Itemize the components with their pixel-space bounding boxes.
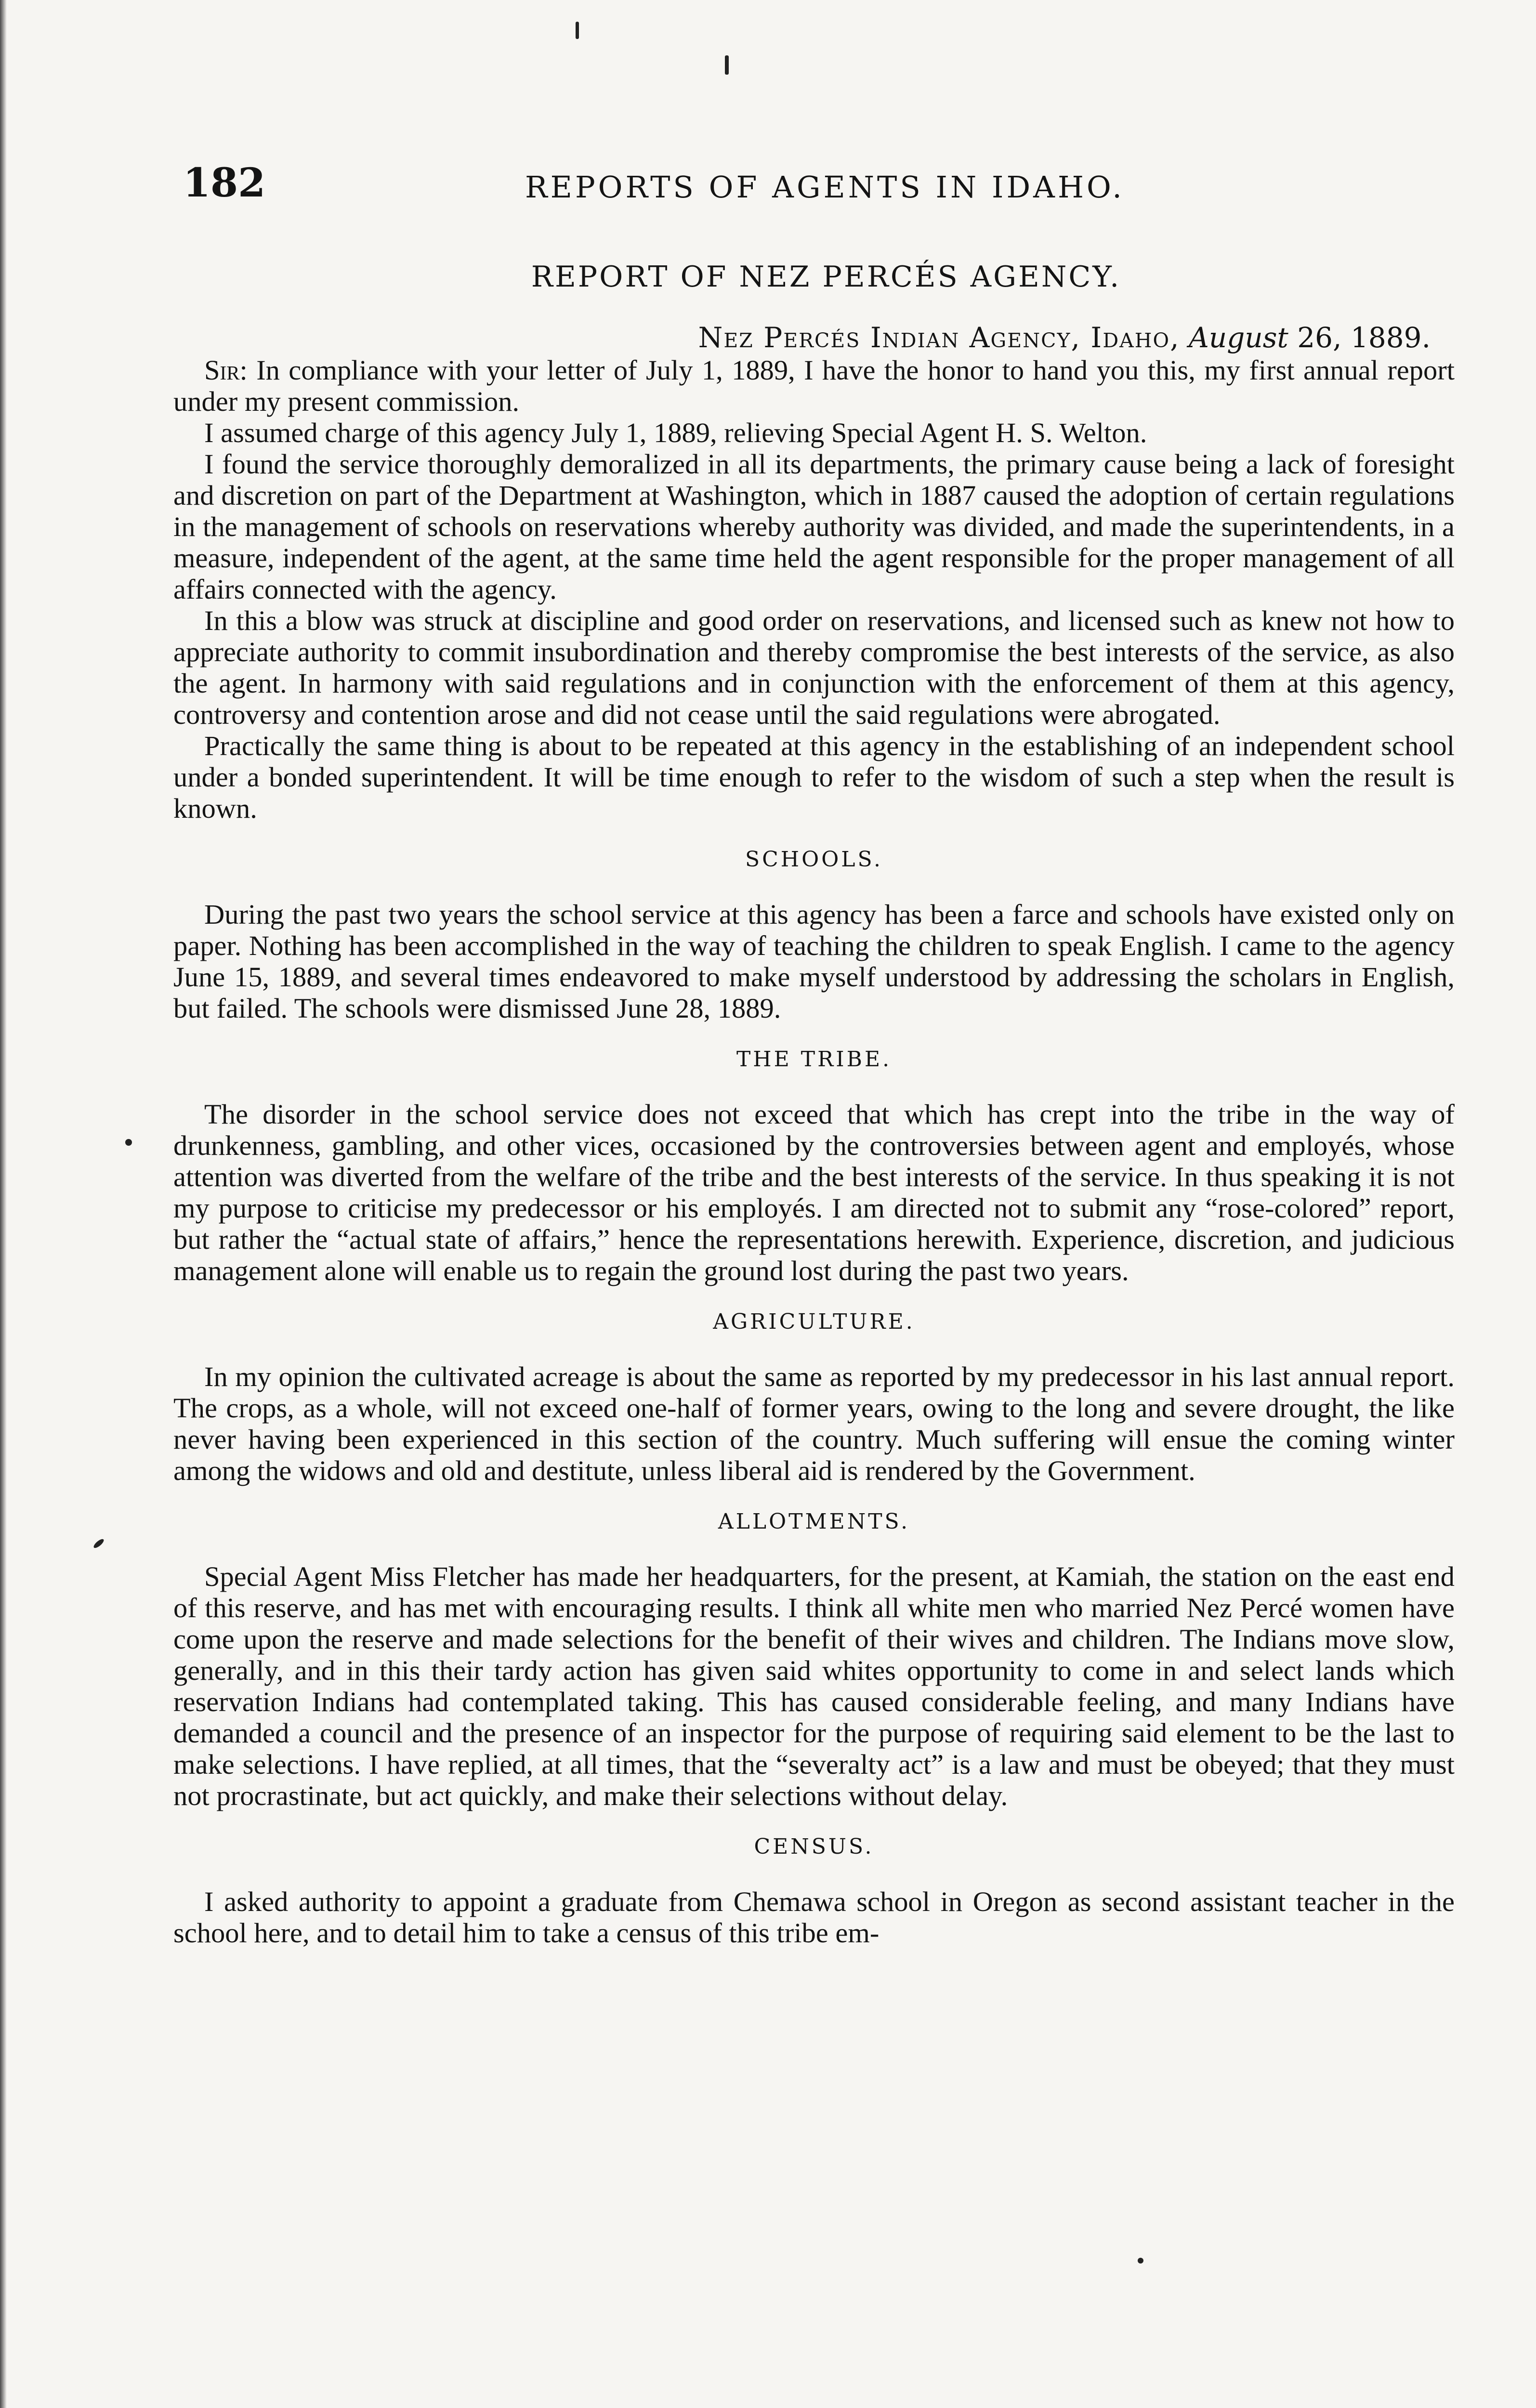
page-number: 182: [183, 160, 266, 206]
intro-paragraph: Practically the same thing is about to be repeated at this agency in the establishing of an independent school under a bonded superintendent. It will be time enough to refer to the wisdom of such a step when the result is known.: [173, 730, 1455, 824]
dateline-date: 26, 1889.: [1297, 321, 1431, 354]
scan-mark: [125, 1139, 132, 1146]
section-heading-census: CENSUS.: [754, 1834, 874, 1859]
section-heading-schools: SCHOOLS.: [745, 847, 883, 872]
document-page: [173, 159, 1455, 1949]
section-heading-agriculture: AGRICULTURE.: [713, 1309, 915, 1334]
section-paragraph: In my opinion the cultivated acreage is about the same as reported by my predecessor in his last annual report. The crops, as a whole, will not exceed one-half of former years, owing to the long and severe drought, the like never having been experienced in this section of the country. Much suffering will ensue the coming winter among the widows and old and destitute, unless liberal aid is rendered by the Government.: [173, 1361, 1455, 1486]
intro-paragraph: In this a blow was struck at discipline and good order on reservations, and licensed such as knew not how to appreciate authority to commit insubordination and thereby compromise the best interests of the service, as also the agent. In harmony with said regulations and in conjunction with the enforcement of them at this agency, controversy and contention arose and did not cease until the said regulations were abrogated.: [173, 605, 1455, 730]
running-head: [173, 159, 1455, 212]
section-heading-the-tribe: THE TRIBE.: [736, 1047, 892, 1072]
dateline-place: Nez Percés Indian Agency, Idaho,: [698, 321, 1180, 354]
section-paragraph: The disorder in the school service does not exceed that which has crept into the tribe in the way of drunkenness, gambling, and other vices, occasioned by the controversies between agent and employés, whose attention was diverted from the welfare of the tribe and the best interests of the service. In thus speaking it is not my purpose to criticise my predecessor or his employés. I am directed not to submit any “rose-colored” report, but rather the “actual state of affairs,” hence the representations herewith. Experience, discretion, and judicious management alone will enable us to regain the ground lost during the past two years.: [173, 1099, 1455, 1286]
section-paragraph: I asked authority to appoint a graduate from Chemawa school in Oregon as second assistant teacher in the school here, and to detail him to take a census of this tribe em-: [173, 1886, 1455, 1949]
running-title: REPORTS OF AGENTS IN IDAHO.: [525, 170, 1125, 205]
scan-mark: [725, 55, 729, 75]
section-heading-allotments: ALLOTMENTS.: [718, 1509, 910, 1534]
intro-paragraph: I found the service thoroughly demoralized in all its departments, the primary cause being a lack of foresight and discretion on part of the Department at Washington, which in 1887 caused the adoption of certain regulations in the management of schools on reservations whereby authority was divided, and made the superintendents, in a measure, independent of the agent, at the same time held the agent responsible for the proper management of all affairs connected with the agency.: [173, 448, 1455, 605]
salutation: Sir:: [204, 354, 248, 386]
scan-mark: [92, 1538, 105, 1549]
intro-paragraph: I assumed charge of this agency July 1, 1889, relieving Special Agent H. S. Welton.: [204, 417, 1147, 448]
intro-paragraph-text: In compliance with your letter of July 1, 1889, I have the honor to hand you this, my first annual report under my present commission.: [173, 354, 1455, 417]
dateline: [173, 321, 1431, 354]
scan-mark: [1138, 2258, 1143, 2264]
intro-paragraph: [173, 354, 1455, 417]
section-paragraph: Special Agent Miss Fletcher has made her headquarters, for the present, at Kamiah, the station on the east end of this reserve, and has met with encouraging results. I think all white men who married Nez Percé women have come upon the reserve and made selections for the benefit of their wives and children. The Indians move slow, generally, and in this their tardy action has given said whites opportunity to come in and select lands which reservation Indians had contemplated taking. This has caused considerable feeling, and many Indians have demanded a council and the presence of an inspector for the purpose of requiring said element to be the last to make selections. I have replied, at all times, that the “severalty act” is a law and must be obeyed; that they must not procrastinate, but act quickly, and make their selections without delay.: [173, 1561, 1455, 1811]
scan-edge: [0, 0, 7, 2408]
report-title: REPORT OF NEZ PERCÉS AGENCY.: [531, 260, 1121, 294]
section-paragraph: During the past two years the school service at this agency has been a farce and schools have existed only on paper. Nothing has been accomplished in the way of teaching the children to speak English. I came to the agency June 15, 1889, and several times endeavored to make myself understood by addressing the scholars in English, but failed. The schools were dismissed June 28, 1889.: [173, 899, 1455, 1024]
dateline-month-day: August: [1189, 321, 1288, 354]
scan-mark: [576, 22, 579, 39]
